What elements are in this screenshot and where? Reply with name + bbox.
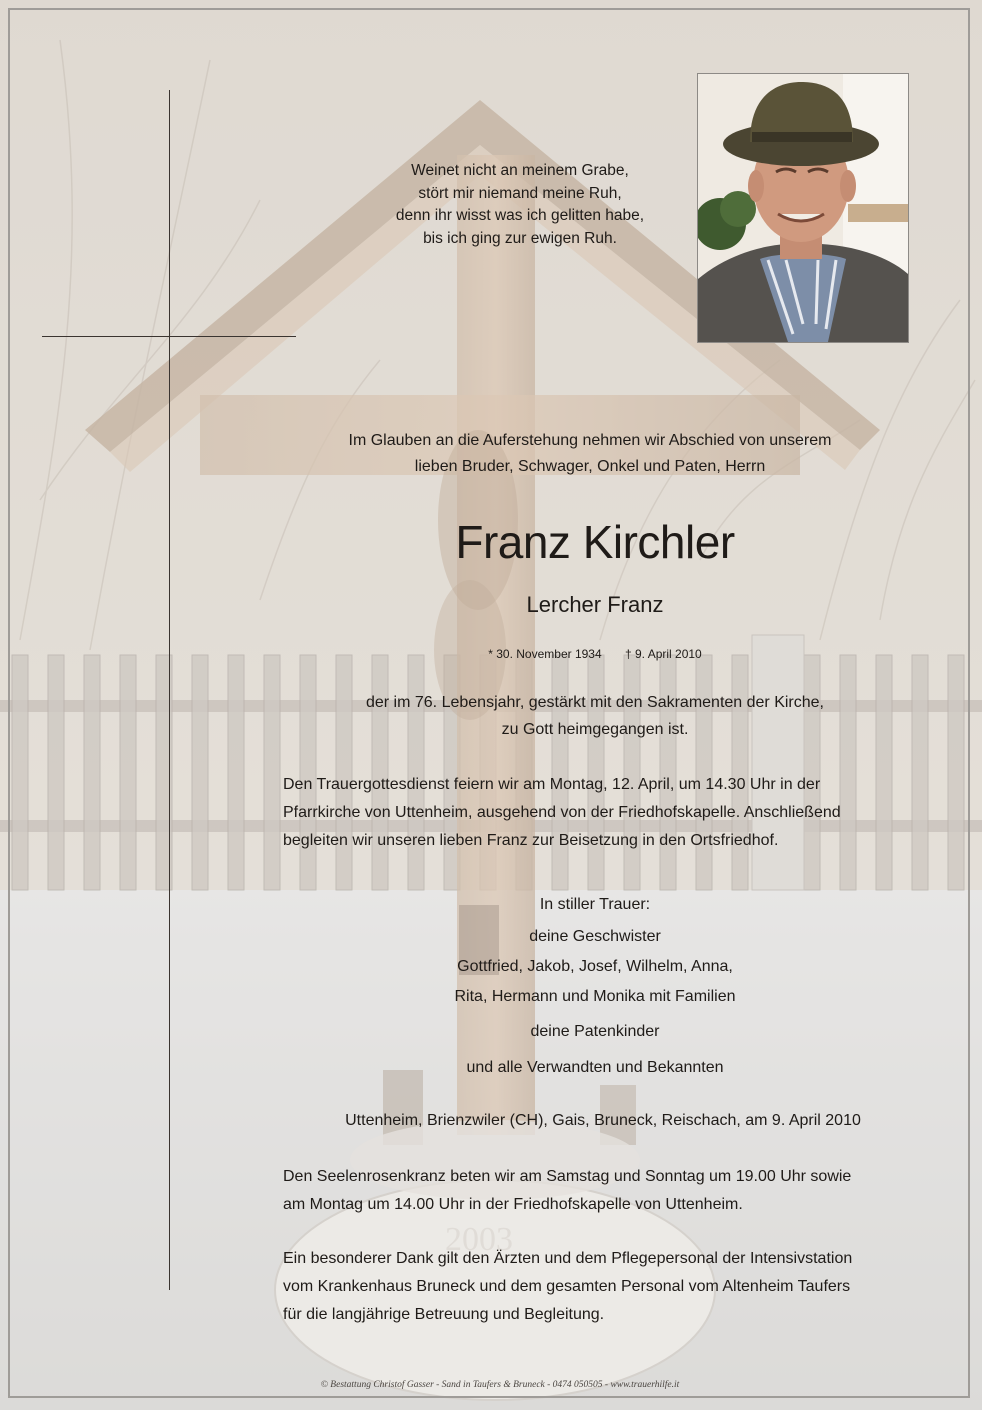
- siblings-label: deine Geschwister: [529, 928, 661, 945]
- intro-line: lieben Bruder, Schwager, Onkel und Paten, Herrn: [414, 458, 766, 475]
- thanks-text: [283, 1245, 923, 1329]
- poem-line: stört mir niemand meine Ruh,: [418, 184, 622, 202]
- poem-line: Weinet nicht an meinem Grabe,: [411, 162, 629, 179]
- death-date: † 9. April 2010: [625, 647, 702, 661]
- rosary-line: Den Seelenrosenkranz beten wir am Samstag und Sonntag um 19.00 Uhr sowie: [283, 1168, 852, 1185]
- svg-text:2003: 2003: [445, 1221, 513, 1258]
- death-notice-line: der im 76. Lebensjahr, gestärkt mit den Sakramenten der Kirche,: [365, 694, 824, 711]
- cross-line-horizontal: [42, 336, 296, 337]
- service-line: Pfarrkirche von Uttenheim, ausgehend von der Friedhofskapelle. Anschließend: [283, 804, 841, 821]
- thanks-line: für die langjährige Betreuung und Begleitung.: [283, 1306, 605, 1323]
- portrait-image: [698, 74, 908, 342]
- siblings-names: Gottfried, Jakob, Josef, Wilhelm, Anna,: [457, 958, 733, 975]
- footer-credit: © Bestattung Christof Gasser - Sand in Taufers & Bruneck - 0474 050505 - www.trauerhilfe.it: [320, 1380, 680, 1390]
- mourners-heading: In stiller Trauer:: [539, 896, 651, 913]
- poem: [330, 160, 710, 250]
- godchildren-label: deine Patenkinder: [530, 1023, 660, 1040]
- death-notice-line: zu Gott heimgegangen ist.: [501, 721, 689, 738]
- funeral-service-text: [283, 771, 923, 855]
- poem-line: bis ich ging zur ewigen Ruh.: [423, 229, 617, 247]
- thanks-line: vom Krankenhaus Bruneck und dem gesamten Personal vom Altenheim Taufers: [283, 1278, 851, 1295]
- life-dates: [400, 644, 790, 664]
- rosary-text: [283, 1163, 923, 1219]
- service-line: begleiten wir unseren lieben Franz zur Beisetzung in den Ortsfriedhof.: [283, 832, 779, 849]
- birth-date: * 30. November 1934: [488, 647, 602, 661]
- portrait-photo: [697, 73, 909, 343]
- deceased-name: Franz Kirchler: [455, 516, 735, 568]
- poem-line: denn ihr wisst was ich gelitten habe,: [395, 207, 645, 224]
- intro-text: [290, 428, 890, 480]
- rosary-line: am Montag um 14.00 Uhr in der Friedhofskapelle von Uttenheim.: [283, 1196, 743, 1213]
- places-and-date: Uttenheim, Brienzwiler (CH), Gais, Bruneck, Reischach, am 9. April 2010: [345, 1112, 861, 1129]
- death-notice: [300, 689, 890, 743]
- intro-line: Im Glauben an die Auferstehung nehmen wir Abschied von unserem: [348, 432, 832, 449]
- mourners-list: [300, 890, 890, 1083]
- siblings-names: Rita, Hermann und Monika mit Familien: [454, 988, 736, 1005]
- deceased-nickname: Lercher Franz: [526, 592, 664, 617]
- cross-line-vertical: [169, 90, 170, 1290]
- thanks-line: Ein besonderer Dank gilt den Ärzten und dem Pflegepersonal der Intensivstation: [283, 1250, 853, 1267]
- service-line: Den Trauergottesdienst feiern wir am Montag, 12. April, um 14.30 Uhr in der: [283, 776, 821, 793]
- relatives-label: und alle Verwandten und Bekannten: [466, 1059, 724, 1076]
